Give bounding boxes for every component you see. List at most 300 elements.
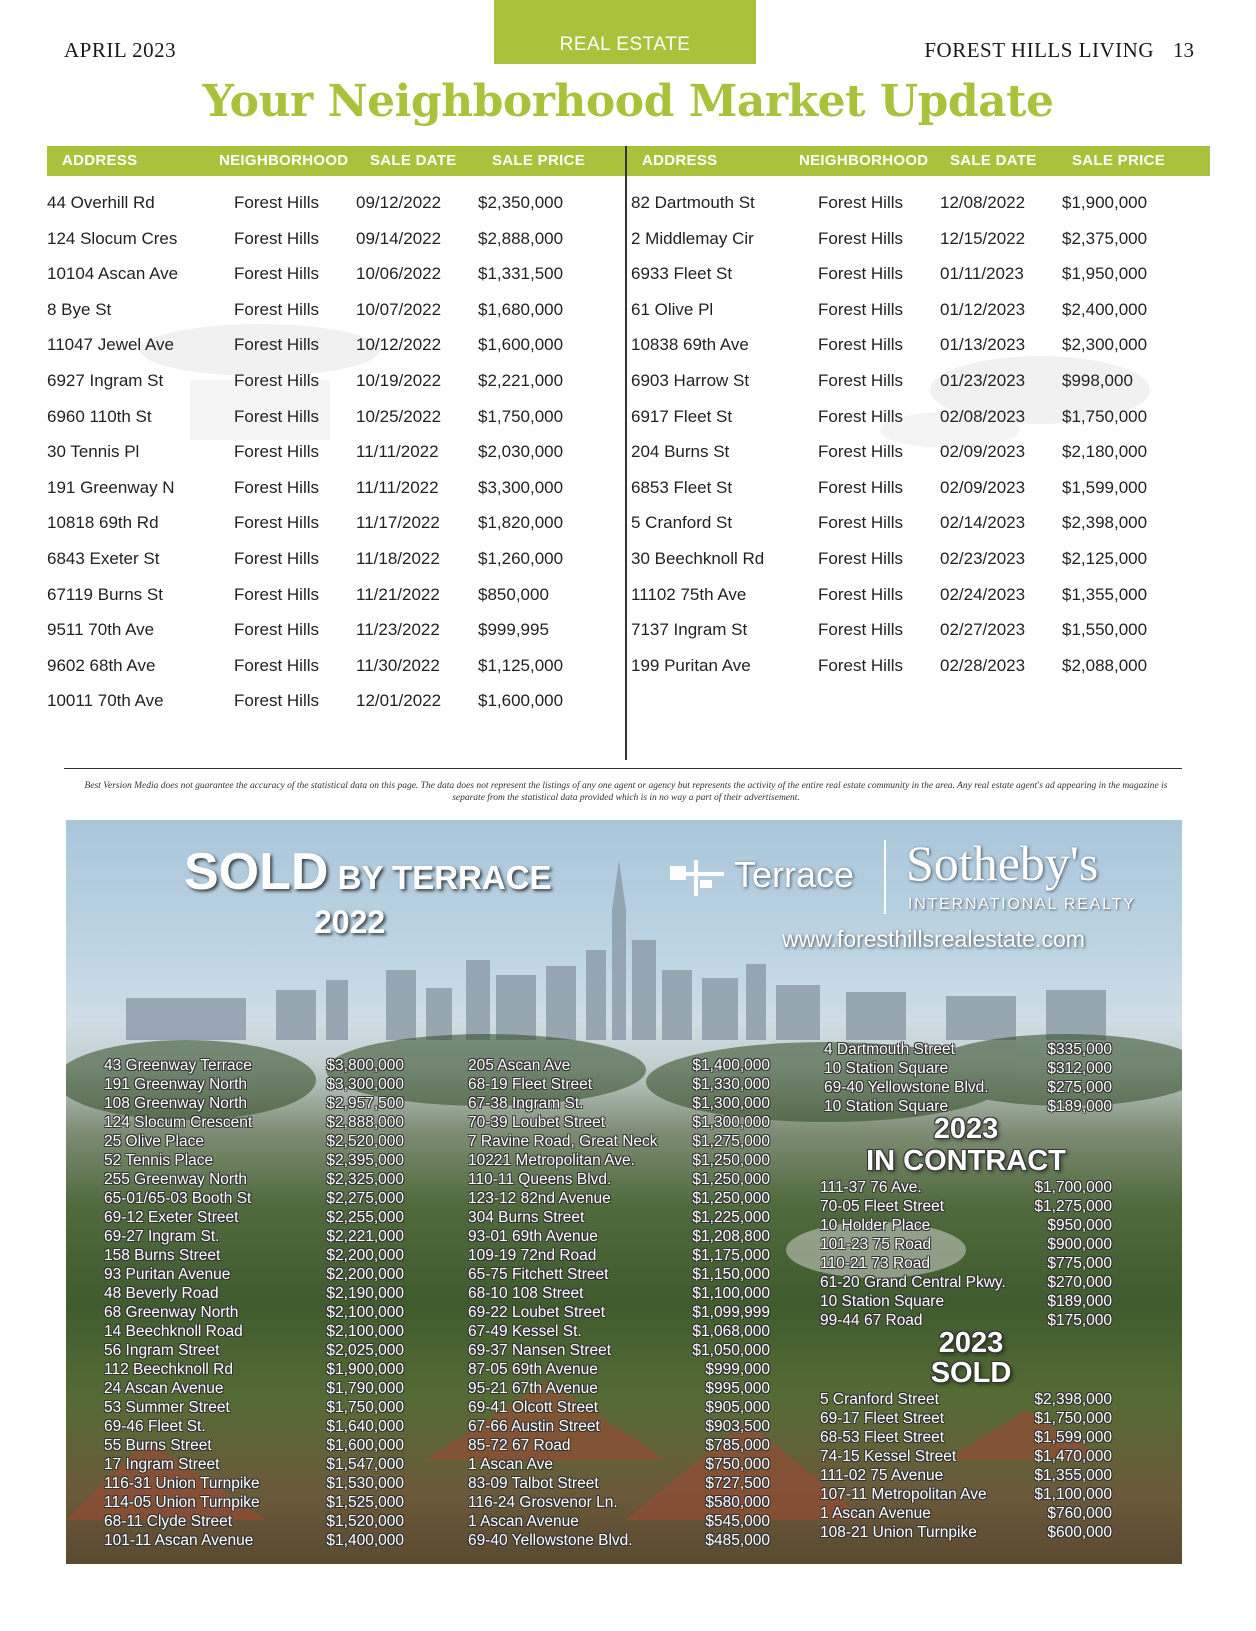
listing-item: [104, 1341, 404, 1360]
listing-item: [468, 1227, 770, 1246]
listing-address: 74-15 Kessel Street: [820, 1448, 957, 1465]
listing-address: 101-23 75 Road: [820, 1236, 932, 1253]
sale-price-cell: $1,550,000: [1062, 620, 1148, 640]
sale-date-cell: 11/21/2022: [356, 584, 440, 604]
listing-item: [820, 1292, 1112, 1311]
listing-item: [468, 1208, 770, 1227]
listing-price: $760,000: [1047, 1505, 1112, 1522]
sold-2023-list: [820, 1390, 1112, 1542]
sale-price-cell: $1,600,000: [478, 691, 564, 711]
table-row: [47, 229, 617, 259]
listing-item: [104, 1379, 404, 1398]
listing-item: [104, 1132, 404, 1151]
address-cell: 199 Puritan Ave: [631, 655, 751, 675]
listing-price: $995,000: [705, 1380, 770, 1397]
table-row: [631, 300, 1201, 330]
sale-date-cell: 09/14/2022: [356, 228, 442, 248]
listing-item: [468, 1246, 770, 1265]
listing-address: 93 Puritan Avenue: [104, 1266, 231, 1283]
sale-date-cell: 11/11/2022: [356, 477, 439, 497]
listing-item: [104, 1493, 404, 1512]
listing-item: [104, 1189, 404, 1208]
listing-item: [468, 1417, 770, 1436]
listing-item: [820, 1197, 1112, 1216]
address-cell: 124 Slocum Cres: [47, 228, 178, 248]
address-cell: 30 Beechknoll Rd: [631, 549, 765, 568]
listing-price: $775,000: [1047, 1255, 1112, 1272]
table-row: [47, 549, 617, 579]
table-row: [631, 656, 1201, 686]
sale-date-cell: 11/17/2022: [356, 513, 440, 533]
listing-price: $1,208,800: [692, 1228, 770, 1245]
listing-item: [824, 1078, 1112, 1097]
sothebys-subtitle: INTERNATIONAL REALTY: [908, 896, 1136, 913]
website-link[interactable]: www.foresthillsrealestate.com: [782, 926, 1085, 952]
col-header-address: ADDRESS: [62, 152, 138, 169]
address-cell: 44 Overhill Rd: [47, 193, 155, 212]
listing-address: 99-44 67 Road: [820, 1312, 923, 1329]
in-contract-heading: IN CONTRACT: [866, 1145, 1066, 1177]
listing-address: 43 Greenway Terrace: [104, 1057, 252, 1074]
listing-price: $2,255,000: [326, 1209, 404, 1226]
table-row: [47, 691, 617, 721]
sale-date-cell: 02/09/2023: [940, 477, 1026, 497]
listing-item: [104, 1436, 404, 1455]
listing-address: 53 Summer Street: [104, 1399, 230, 1416]
listing-price: $1,599,000: [1034, 1429, 1112, 1446]
listing-address: 116-31 Union Turnpike: [104, 1475, 260, 1492]
listing-address: 10 Station Square: [824, 1060, 949, 1077]
address-cell: 6853 Fleet St: [631, 477, 733, 497]
table-row: [631, 585, 1201, 615]
listing-address: 68-11 Clyde Street: [104, 1513, 233, 1530]
address-cell: 6933 Fleet St: [631, 264, 733, 284]
listing-address: 107-11 Metropolitan Ave: [820, 1486, 987, 1503]
sale-price-cell: $1,331,500: [478, 264, 564, 284]
sold-year: 2022: [314, 904, 386, 940]
listing-address: 112 Beechknoll Rd: [104, 1361, 233, 1378]
listing-price: $189,000: [1047, 1293, 1112, 1310]
listing-price: $1,100,000: [1034, 1486, 1112, 1503]
neighborhood-cell: Forest Hills: [234, 335, 320, 355]
table-row: [631, 442, 1201, 472]
sale-price-cell: $1,600,000: [478, 335, 564, 355]
listing-price: $1,525,000: [326, 1494, 404, 1511]
address-cell: 7137 Ingram St: [631, 620, 748, 640]
neighborhood-cell: Forest Hills: [818, 584, 904, 604]
address-cell: 10104 Ascan Ave: [47, 264, 179, 284]
sale-price-cell: $2,375,000: [1062, 228, 1148, 248]
table-row: [47, 478, 617, 508]
sale-price-cell: $1,750,000: [478, 406, 564, 426]
listing-address: 52 Tennis Place: [104, 1152, 214, 1169]
listing-item: [104, 1531, 404, 1550]
listing-item: [104, 1151, 404, 1170]
listing-address: 69-40 Yellowstone Blvd.: [468, 1532, 633, 1549]
listing-price: $999,000: [705, 1361, 770, 1378]
listing-address: 69-41 Olcott Street: [468, 1399, 599, 1416]
listing-address: 10221 Metropolitan Ave.: [468, 1152, 635, 1169]
listing-price: $1,175,000: [692, 1247, 770, 1264]
neighborhood-cell: Forest Hills: [234, 477, 320, 497]
sale-price-cell: $2,300,000: [1062, 335, 1148, 355]
listing-price: $1,068,000: [692, 1323, 770, 1340]
listing-price: $1,700,000: [1034, 1179, 1112, 1196]
sale-date-cell: 02/23/2023: [940, 549, 1026, 568]
sale-price-cell: $998,000: [1062, 371, 1133, 390]
listing-address: 65-01/65-03 Booth St: [104, 1190, 252, 1207]
listing-item: [104, 1303, 404, 1322]
sale-price-cell: $2,088,000: [1062, 655, 1148, 675]
listing-price: $727,500: [705, 1475, 770, 1492]
listing-address: 48 Beverly Road: [104, 1285, 219, 1302]
address-cell: 30 Tennis Pl: [47, 442, 140, 462]
listing-item: [820, 1409, 1112, 1428]
listing-price: $1,250,000: [692, 1152, 770, 1169]
listing-address: 68-19 Fleet Street: [468, 1076, 593, 1093]
neighborhood-cell: Forest Hills: [818, 193, 904, 212]
neighborhood-cell: Forest Hills: [818, 264, 904, 284]
sale-price-cell: $2,030,000: [478, 442, 564, 462]
sale-date-cell: 12/01/2022: [356, 691, 442, 711]
listing-address: 17 Ingram Street: [104, 1456, 220, 1473]
listing-price: $2,100,000: [326, 1323, 404, 1340]
sale-price-cell: $1,750,000: [1062, 406, 1148, 426]
listing-price: $2,520,000: [326, 1133, 404, 1150]
sale-price-cell: $1,260,000: [478, 549, 564, 568]
sale-price-cell: $2,221,000: [478, 371, 564, 390]
listing-item: [820, 1178, 1112, 1197]
sale-price-cell: $1,125,000: [478, 655, 564, 675]
listing-item: [820, 1390, 1112, 1409]
listing-item: [104, 1227, 404, 1246]
sale-price-cell: $2,125,000: [1062, 549, 1148, 568]
address-cell: 2 Middlemay Cir: [631, 228, 754, 248]
listing-price: $750,000: [705, 1456, 770, 1473]
address-cell: 10011 70th Ave: [47, 691, 164, 711]
listing-address: 67-66 Austin Street: [468, 1418, 600, 1435]
sale-date-cell: 11/11/2022: [356, 442, 439, 462]
sale-date-cell: 01/12/2023: [940, 299, 1026, 319]
listing-item: [104, 1360, 404, 1379]
listing-address: 69-22 Loubet Street: [468, 1304, 606, 1321]
listing-price: $1,640,000: [326, 1418, 404, 1435]
listing-item: [820, 1254, 1112, 1273]
table-row: [47, 300, 617, 330]
listing-price: $2,100,000: [326, 1304, 404, 1321]
listing-address: 111-02 75 Avenue: [820, 1467, 944, 1484]
listing-item: [468, 1398, 770, 1417]
address-cell: 67119 Burns St: [47, 584, 163, 604]
listing-price: $175,000: [1047, 1312, 1112, 1329]
col-header-sale-date: SALE DATE: [950, 152, 1037, 169]
listing-price: $3,300,000: [326, 1076, 404, 1093]
listing-price: $1,547,000: [326, 1456, 404, 1473]
listing-item: [104, 1056, 404, 1075]
listing-price: $785,000: [705, 1437, 770, 1454]
listing-price: $580,000: [705, 1494, 770, 1511]
listing-address: 65-75 Fitchett Street: [468, 1266, 609, 1283]
table-row: [631, 549, 1201, 579]
listing-item: [468, 1113, 770, 1132]
sale-date-cell: 02/14/2023: [940, 513, 1026, 533]
listing-item: [468, 1379, 770, 1398]
listing-item: [104, 1246, 404, 1265]
listing-address: 70-39 Loubet Street: [468, 1114, 606, 1131]
address-cell: 61 Olive Pl: [631, 299, 714, 319]
address-cell: 6917 Fleet St: [631, 406, 733, 426]
listing-address: 87-05 69th Avenue: [468, 1361, 598, 1378]
sale-date-cell: 01/13/2023: [940, 335, 1026, 355]
listing-item: [468, 1170, 770, 1189]
address-cell: 6927 Ingram St: [47, 371, 164, 390]
neighborhood-cell: Forest Hills: [818, 442, 904, 462]
table-row: [47, 335, 617, 365]
sale-date-cell: 11/30/2022: [356, 655, 440, 675]
table-row: [631, 229, 1201, 259]
sale-date-cell: 02/24/2023: [940, 584, 1026, 604]
address-cell: 11047 Jewel Ave: [47, 335, 174, 355]
sales-table-header: [47, 146, 1210, 176]
address-cell: 82 Dartmouth St: [631, 193, 755, 212]
listing-item: [468, 1132, 770, 1151]
listing-price: $1,250,000: [692, 1171, 770, 1188]
listing-address: 108-21 Union Turnpike: [820, 1524, 977, 1541]
listing-price: $1,300,000: [692, 1114, 770, 1131]
listing-item: [468, 1094, 770, 1113]
listing-item: [468, 1265, 770, 1284]
listing-price: $3,800,000: [326, 1057, 404, 1074]
sale-date-cell: 10/12/2022: [356, 335, 442, 355]
sale-date-cell: 02/09/2023: [940, 442, 1026, 462]
listing-price: $900,000: [1047, 1236, 1112, 1253]
listing-address: 69-37 Nansen Street: [468, 1342, 612, 1359]
table-row: [47, 442, 617, 472]
listing-item: [104, 1398, 404, 1417]
sale-date-cell: 01/11/2023: [940, 264, 1024, 284]
listing-price: $1,400,000: [692, 1057, 770, 1074]
listing-address: 67-49 Kessel St.: [468, 1323, 582, 1340]
listing-price: $1,275,000: [1034, 1198, 1112, 1215]
listing-address: 191 Greenway North: [104, 1076, 248, 1093]
listing-price: $485,000: [705, 1532, 770, 1549]
listing-item: [104, 1512, 404, 1531]
listing-price: $1,099,999: [692, 1304, 770, 1321]
listing-address: 68-10 108 Street: [468, 1285, 584, 1302]
sale-date-cell: 11/23/2022: [356, 620, 440, 640]
listing-price: $2,325,000: [326, 1171, 404, 1188]
listing-address: 1 Ascan Ave: [468, 1456, 554, 1473]
table-row: [631, 478, 1201, 508]
listing-price: $270,000: [1047, 1274, 1112, 1291]
listing-address: 5 Cranford Street: [820, 1391, 939, 1408]
neighborhood-cell: Forest Hills: [234, 228, 320, 248]
listing-item: [104, 1417, 404, 1436]
neighborhood-cell: Forest Hills: [234, 193, 320, 212]
publication-name: FOREST HILLS LIVING: [924, 38, 1154, 62]
listing-price: $950,000: [1047, 1217, 1112, 1234]
listing-address: 101-11 Ascan Avenue: [104, 1532, 254, 1549]
listing-price: $1,225,000: [692, 1209, 770, 1226]
listing-price: $903,500: [705, 1418, 770, 1435]
listing-address: 1 Ascan Avenue: [468, 1513, 579, 1530]
disclaimer-rule: [64, 768, 1182, 769]
listing-price: $1,275,000: [692, 1133, 770, 1150]
listing-item: [824, 1059, 1112, 1078]
listing-address: 69-27 Ingram St.: [104, 1228, 220, 1245]
neighborhood-cell: Forest Hills: [818, 371, 904, 390]
listing-address: 205 Ascan Ave: [468, 1057, 571, 1074]
table-row: [47, 264, 617, 294]
listing-price: $2,888,000: [326, 1114, 404, 1131]
sale-price-cell: $3,300,000: [478, 477, 564, 497]
table-row: [47, 513, 617, 543]
address-cell: 9511 70th Ave: [47, 620, 155, 640]
sale-date-cell: 11/18/2022: [356, 549, 440, 568]
sale-price-cell: $2,350,000: [478, 193, 564, 212]
page-number: 13: [1173, 38, 1194, 62]
listing-address: 109-19 72nd Road: [468, 1247, 597, 1264]
table-row: [47, 585, 617, 615]
listing-item: [820, 1466, 1112, 1485]
listing-price: $1,250,000: [692, 1190, 770, 1207]
listing-price: $1,600,000: [326, 1437, 404, 1454]
listing-price: $1,330,000: [692, 1076, 770, 1093]
table-row: [631, 193, 1201, 223]
table-row: [631, 407, 1201, 437]
page-title: Your Neighborhood Market Update: [202, 76, 1054, 127]
issue-date: APRIL 2023: [64, 38, 177, 62]
listing-item: [468, 1436, 770, 1455]
table-row: [631, 620, 1201, 650]
address-cell: 6960 110th St: [47, 406, 152, 426]
table-row: [631, 513, 1201, 543]
sold-2023-heading: SOLD: [930, 1357, 1012, 1389]
listing-price: $2,200,000: [326, 1266, 404, 1283]
address-cell: 9602 68th Ave: [47, 655, 156, 675]
sale-date-cell: 09/12/2022: [356, 193, 442, 212]
disclaimer: Best Version Media does not guarantee the accuracy of the statistical data on this page. The data does not represent the listings of any one agent or agency but represents the activity of the entire real estate community in the area. Any real estate agent's ad appearing in the magazine is separate from the statistical data provided which is in no way a part of their advertisement.: [84, 781, 1168, 803]
sale-price-cell: $1,900,000: [1062, 193, 1148, 212]
listing-item: [468, 1151, 770, 1170]
listing-address: 55 Burns Street: [104, 1437, 212, 1454]
listing-price: $2,025,000: [326, 1342, 404, 1359]
terrace-sothebys-ad: [66, 820, 1182, 1564]
neighborhood-cell: Forest Hills: [234, 264, 320, 284]
listing-address: 7 Ravine Road, Great Neck: [468, 1133, 658, 1150]
listing-price: $312,000: [1047, 1060, 1112, 1077]
listing-item: [820, 1447, 1112, 1466]
listing-address: 85-72 67 Road: [468, 1437, 571, 1454]
table-row: [47, 656, 617, 686]
neighborhood-cell: Forest Hills: [818, 477, 904, 497]
listing-address: 124 Slocum Crescent: [104, 1114, 253, 1131]
listing-price: $1,750,000: [1034, 1410, 1112, 1427]
listing-address: 108 Greenway North: [104, 1095, 248, 1112]
listing-item: [104, 1455, 404, 1474]
neighborhood-cell: Forest Hills: [234, 655, 320, 675]
listing-price: $600,000: [1047, 1524, 1112, 1541]
address-cell: 10818 69th Rd: [47, 513, 159, 533]
listing-address: 116-24 Grosvenor Ln.: [468, 1494, 618, 1511]
listing-address: 69-17 Fleet Street: [820, 1410, 945, 1427]
listing-price: $1,520,000: [326, 1513, 404, 1530]
neighborhood-cell: Forest Hills: [234, 513, 320, 533]
listing-address: 110-21 73 Road: [820, 1255, 931, 1272]
listing-item: [820, 1504, 1112, 1523]
listing-address: 68-53 Fleet Street: [820, 1429, 945, 1446]
listing-address: 111-37 76 Ave.: [820, 1179, 922, 1196]
sale-date-cell: 10/19/2022: [356, 371, 442, 390]
neighborhood-cell: Forest Hills: [818, 228, 904, 248]
contract-year: 2023: [933, 1113, 999, 1145]
section-tab: REAL ESTATE: [494, 0, 756, 64]
listing-item: [468, 1493, 770, 1512]
listing-address: 25 Olive Place: [104, 1133, 204, 1150]
sold-2022-list-2: [468, 1056, 770, 1550]
listing-item: [104, 1265, 404, 1284]
listing-address: 14 Beechknoll Road: [104, 1323, 243, 1340]
col-header-sale-price: SALE PRICE: [492, 152, 586, 169]
sale-date-cell: 01/23/2023: [940, 371, 1026, 390]
listing-item: [824, 1040, 1112, 1059]
neighborhood-cell: Forest Hills: [234, 549, 320, 568]
listing-address: 68 Greenway North: [104, 1304, 239, 1321]
sale-date-cell: 12/08/2022: [940, 193, 1026, 212]
listing-price: $2,200,000: [326, 1247, 404, 1264]
neighborhood-cell: Forest Hills: [818, 620, 904, 640]
address-cell: 8 Bye St: [47, 299, 112, 319]
neighborhood-cell: Forest Hills: [234, 620, 320, 640]
table-row: [47, 407, 617, 437]
listing-price: $2,398,000: [1034, 1391, 1112, 1408]
listing-price: $2,221,000: [326, 1228, 404, 1245]
terrace-brand: Terrace: [734, 854, 855, 895]
listing-address: 95-21 67th Avenue: [468, 1380, 598, 1397]
sale-date-cell: 10/25/2022: [356, 406, 442, 426]
table-row: [47, 620, 617, 650]
sale-price-cell: $1,950,000: [1062, 264, 1148, 284]
sale-price-cell: $1,599,000: [1062, 477, 1148, 497]
listing-price: $1,900,000: [326, 1361, 404, 1378]
sale-price-cell: $850,000: [478, 584, 549, 604]
listing-price: $1,790,000: [326, 1380, 404, 1397]
col-header-neighborhood: NEIGHBORHOOD: [799, 152, 929, 169]
listing-address: 93-01 69th Avenue: [468, 1228, 598, 1245]
sale-price-cell: $1,820,000: [478, 513, 564, 533]
listing-address: 56 Ingram Street: [104, 1342, 220, 1359]
listing-item: [820, 1216, 1112, 1235]
table-row: [631, 371, 1201, 401]
neighborhood-cell: Forest Hills: [818, 549, 904, 568]
table-row: [47, 193, 617, 223]
listing-price: $335,000: [1047, 1041, 1112, 1058]
listing-price: $1,150,000: [692, 1266, 770, 1283]
address-cell: 6903 Harrow St: [631, 371, 750, 390]
listing-item: [104, 1284, 404, 1303]
sale-price-cell: $1,680,000: [478, 299, 564, 319]
sale-date-cell: 02/28/2023: [940, 655, 1026, 675]
col-header-sale-price: SALE PRICE: [1072, 152, 1166, 169]
terrace-logo-icon: [670, 856, 726, 900]
listing-address: 110-11 Queens Blvd.: [468, 1171, 612, 1188]
listing-address: 69-12 Exeter Street: [104, 1209, 239, 1226]
sale-price-cell: $2,888,000: [478, 228, 564, 248]
table-row: [631, 264, 1201, 294]
neighborhood-cell: Forest Hills: [234, 442, 320, 462]
listing-price: $2,957,500: [326, 1095, 404, 1112]
sold-2022-list-3: [824, 1040, 1112, 1116]
